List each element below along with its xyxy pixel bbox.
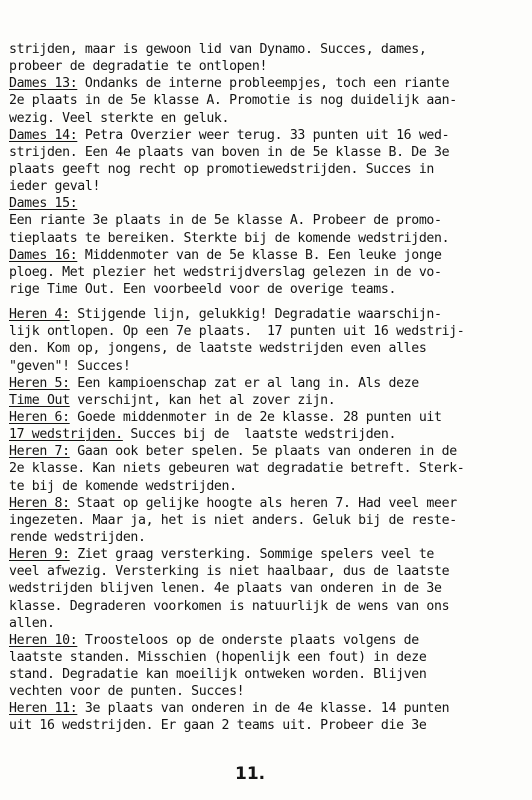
line-text: tieplaats te bereiken. Sterkte bij de komende wedstrijden. (9, 230, 450, 246)
text-line (9, 306, 525, 323)
underlined-heading: Heren 10: (9, 632, 78, 648)
text-line (9, 212, 525, 229)
text-line (9, 615, 525, 632)
underlined-heading: Dames 13: (9, 76, 78, 92)
text-line (9, 632, 525, 649)
heren-section (9, 306, 525, 735)
line-text: vechten voor de punten. Succes! (9, 684, 245, 700)
text-line (9, 392, 525, 409)
line-text: Een riante 3e plaats in de 5e klasse A. Probeer de promo- (9, 213, 442, 229)
underlined-heading: Heren 8: (9, 495, 70, 511)
dames-section (9, 41, 525, 298)
line-text: Gaan ook beter spelen. 5e plaats van onderen in de (69, 444, 457, 460)
line-text: wedstrijden blijven lenen. 4e plaats van onderen in de 3e (9, 581, 442, 597)
text-line (9, 92, 525, 109)
line-text: Ziet graag versterking. Sommige spelers veel te (69, 547, 435, 563)
text-line (9, 666, 525, 683)
text-line (9, 178, 525, 195)
line-text: laatste standen. Misschien (hopenlijk een fout) in deze (9, 649, 427, 665)
line-text: Staat op gelijke hoogte als heren 7. Had veel meer (69, 495, 457, 511)
line-text: "geven"! Succes! (9, 358, 131, 374)
line-text: probeer de degradatie te ontlopen! (9, 59, 268, 75)
text-line (9, 323, 525, 340)
line-text: 2e klasse. Kan niets gebeuren wat degradatie betreft. Sterk- (9, 461, 465, 477)
line-text: 3e plaats van onderen in de 4e klasse. 14 punten (77, 701, 450, 717)
text-line (9, 247, 525, 264)
text-line (9, 409, 525, 426)
underlined-heading: 17 wedstrijden. (9, 427, 123, 443)
text-line (9, 281, 525, 298)
text-line (9, 546, 525, 563)
text-line (9, 649, 525, 666)
line-text: strijden, maar is gewoon lid van Dynamo. Succes, dames, (9, 42, 427, 57)
text-line (9, 110, 525, 127)
text-line (9, 195, 525, 212)
text-line (9, 563, 525, 580)
line-text: Goede middenmoter in de 2e klasse. 28 punten uit (69, 409, 442, 425)
text-line (9, 683, 525, 700)
line-text: ploeg. Met plezier het wedstrijdverslag gelezen in de vo- (9, 264, 442, 280)
section-gap (9, 298, 525, 306)
text-line (9, 41, 525, 58)
underlined-heading: Heren 6: (9, 409, 70, 425)
page-number: 11. (235, 764, 266, 784)
text-line (9, 443, 525, 460)
text-line (9, 495, 525, 512)
underlined-heading: Time Out (9, 392, 70, 408)
text-line (9, 426, 525, 443)
line-text: stand. Degradatie kan moeilijk ontweken worden. Blijven (9, 667, 427, 683)
text-line (9, 580, 525, 597)
line-text: uit 16 wedstrijden. Er gaan 2 teams uit. Probeer die 3e (9, 718, 427, 734)
underlined-heading: Heren 7: (9, 444, 70, 460)
text-line (9, 598, 525, 615)
line-text: Een kampioenschap zat er al lang in. Als deze (69, 375, 419, 391)
line-text: Stijgende lijn, gelukkig! Degradatie waarschijn- (69, 307, 442, 323)
text-line (9, 717, 525, 734)
line-text: veel afwezig. Versterking is niet haalbaar, dus de laatste (9, 564, 450, 580)
line-text: Troosteloos op de onderste plaats volgens de (77, 632, 419, 648)
line-text: den. Kom op, jongens, de laatste wedstrijden even alles (9, 341, 427, 357)
line-text: ieder geval! (9, 179, 101, 195)
underlined-heading: Heren 9: (9, 547, 70, 563)
line-text: strijden. Een 4e plaats van boven in de 5e klasse B. De 3e (9, 144, 450, 160)
line-text: klasse. Degraderen voorkomen is natuurlijk de wens van ons (9, 598, 450, 614)
text-line (9, 358, 525, 375)
text-line (9, 375, 525, 392)
line-text: allen. (9, 615, 55, 631)
line-text: Petra Overzier weer terug. 33 punten uit 16 wed- (77, 127, 450, 143)
text-line (9, 161, 525, 178)
text-line (9, 144, 525, 161)
text-line (9, 230, 525, 247)
line-text: 2e plaats in de 5e klasse A. Promotie is nog duidelijk aan- (9, 93, 457, 109)
underlined-heading: Heren 11: (9, 701, 78, 717)
text-line (9, 340, 525, 357)
line-text: verschijnt, kan het al zover zijn. (69, 392, 336, 408)
underlined-heading: Heren 4: (9, 307, 70, 323)
line-text: rige Time Out. Een voorbeeld voor de overige teams. (9, 281, 397, 297)
text-line (9, 529, 525, 546)
line-text: lijk ontlopen. Op een 7e plaats. 17 punten uit 16 wedstrij- (9, 324, 465, 340)
line-text: rende wedstrijden. (9, 529, 146, 545)
line-text: Succes bij de laatste wedstrijden. (122, 427, 397, 443)
underlined-heading: Dames 15: (9, 196, 78, 212)
text-line (9, 460, 525, 477)
line-text: te bij de komende wedstrijden. (9, 478, 237, 494)
text-line (9, 58, 525, 75)
text-line (9, 264, 525, 281)
text-line (9, 478, 525, 495)
line-text: ingezeten. Maar ja, het is niet anders. Geluk bij de reste- (9, 512, 457, 528)
text-line (9, 700, 525, 717)
line-text: Ondanks de interne probleempjes, toch een riante (77, 76, 450, 92)
text-line (9, 127, 525, 144)
line-text: Middenmoter van de 5e klasse B. Een leuke jonge (77, 247, 442, 263)
text-column (9, 41, 525, 735)
text-line (9, 512, 525, 529)
line-text: wezig. Veel sterkte en geluk. (9, 110, 230, 126)
underlined-heading: Dames 16: (9, 247, 78, 263)
underlined-heading: Dames 14: (9, 127, 78, 143)
line-text: plaats geeft nog recht op promotiewedstrijden. Succes in (9, 161, 435, 177)
underlined-heading: Heren 5: (9, 375, 70, 391)
text-line (9, 75, 525, 92)
